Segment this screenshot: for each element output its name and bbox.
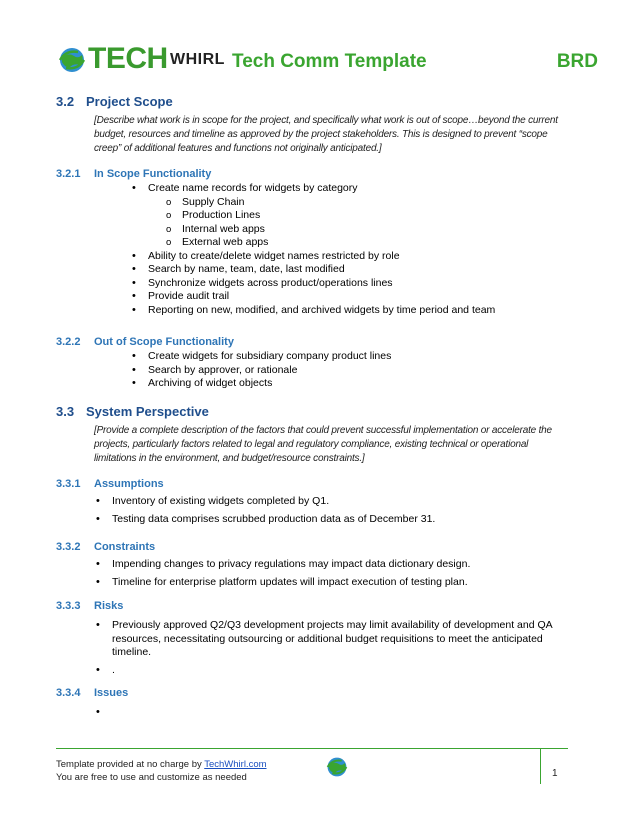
list-item: • Create name records for widgets by category	[130, 182, 560, 196]
heading-3-2-2: 3.2.2 Out of Scope Functionality	[56, 336, 234, 348]
list-item	[94, 706, 564, 719]
list-item: • Search by approver, or rationale	[130, 364, 560, 378]
list-item: • Impending changes to privacy regulations may impact data dictionary design.	[94, 558, 564, 572]
footer-vertical-divider	[540, 748, 541, 784]
list-item: • Synchronize widgets across product/operations lines	[130, 277, 560, 291]
assumptions-list	[94, 495, 564, 526]
page-header	[58, 42, 598, 84]
out-of-scope-list	[130, 350, 560, 391]
list-item: • Ability to create/delete widget names restricted by role	[130, 250, 560, 264]
list-item: o Internal web apps	[130, 223, 560, 237]
project-scope-description: [Describe what work is in scope for the project, and specifically what work is out of scope…beyond the current budget, resources and timeline as approved by the project stakeholders. This is designed to prevent “scope creep” of additional features and functions not originally anticipated.]	[94, 115, 558, 154]
list-item: • Search by name, team, date, last modified	[130, 263, 560, 277]
list-item: • Timeline for enterprise platform updates will impact execution of testing plan.	[94, 576, 564, 590]
header-doc-code: BRD	[556, 51, 598, 72]
list-item: • Testing data comprises scrubbed production data as of December 31.	[94, 513, 564, 527]
list-item: o Supply Chain	[130, 196, 560, 210]
list-item: • Create widgets for subsidiary company product lines	[130, 350, 560, 364]
list-item: • Archiving of widget objects	[130, 377, 560, 391]
issues-list	[94, 706, 564, 719]
list-item: • Reporting on new, modified, and archived widgets by time period and team	[130, 304, 560, 318]
page-number: 1	[552, 768, 558, 779]
heading-3-3-3: 3.3.3 Risks	[56, 600, 124, 612]
logo-tech-text: TECH	[88, 42, 168, 75]
heading-3-3: 3.3 System Perspective	[56, 404, 209, 419]
techwhirl-link[interactable]: TechWhirl.com	[204, 759, 267, 770]
list-item: o Production Lines	[130, 209, 560, 223]
footer-text	[56, 758, 267, 784]
list-item: • Provide audit trail	[130, 290, 560, 304]
heading-3-2-1: 3.2.1 In Scope Functionality	[56, 168, 212, 180]
footer-line-2: You are free to use and customize as needed	[56, 772, 247, 783]
system-perspective-description: [Provide a complete description of the factors that could prevent successful implementation or accelerate the projects, particularly factors related to legal and regulatory compliance, existing technical or operational limitations in the environment, and budget/resource constraints.]	[94, 425, 552, 464]
risks-list	[94, 619, 568, 677]
globe-footer-icon	[326, 756, 348, 778]
heading-3-2: 3.2 Project Scope	[56, 94, 173, 109]
list-item: • Previously approved Q2/Q3 development projects may limit availability of development and QA resources, necessitating outsourcing or additional budget requisitions to meet the anticipated timeline.	[94, 619, 568, 660]
header-title: Tech Comm Template	[232, 51, 427, 72]
globe-logo-icon	[58, 46, 86, 74]
constraints-list	[94, 558, 564, 589]
in-scope-list	[130, 182, 560, 317]
heading-3-3-4: 3.3.4 Issues	[56, 687, 129, 699]
list-item: • Inventory of existing widgets completed by Q1.	[94, 495, 564, 509]
footer-divider	[56, 748, 568, 749]
list-item: • .	[94, 664, 568, 678]
logo-whirl-text: WHIRL	[170, 51, 225, 68]
list-item: o External web apps	[130, 236, 560, 250]
heading-3-3-2: 3.3.2 Constraints	[56, 541, 156, 553]
footer-line-1: Template provided at no charge by TechWhirl.com	[56, 759, 267, 770]
heading-3-3-1: 3.3.1 Assumptions	[56, 478, 164, 490]
